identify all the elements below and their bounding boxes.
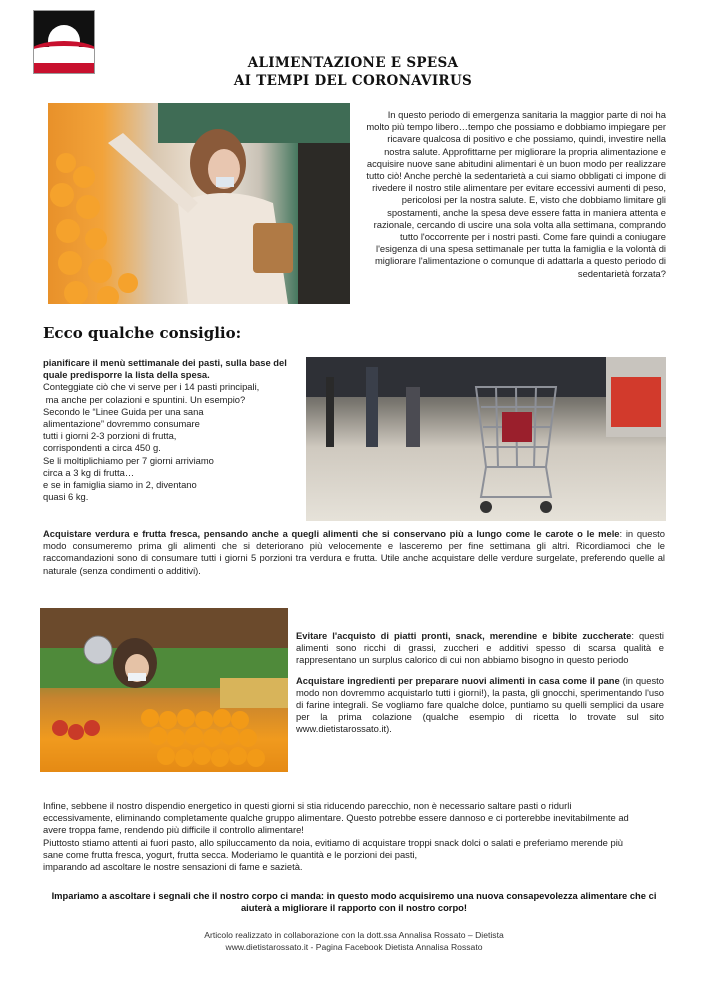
logo-caption	[34, 63, 94, 73]
tip-home-made-food	[296, 675, 664, 736]
credit-line-1: Articolo realizzato in collaborazione con la dott.ssa Annalisa Rossato – Dietista	[204, 930, 504, 940]
tip1-line: circa a 3 kg di frutta…	[43, 466, 135, 478]
photo-shopping-cart	[306, 357, 666, 521]
tip4-heading: Acquistare ingredienti per preparare nuovi alimenti in casa come il pane	[296, 674, 620, 686]
tip-plan-weekly-menu	[43, 357, 293, 503]
photo-woman-with-mask-shopping	[48, 103, 350, 304]
tip1-line: ma anche per colazioni e spuntini. Un esempio?	[43, 393, 246, 405]
tip-buy-fresh-produce	[43, 528, 665, 577]
section-heading: Ecco qualche consiglio:	[43, 324, 242, 342]
tip4-text: (in questo modo non dovremmo acquistarlo tutti i giorni!), la pasta, gli gnocchi, sperimentando l'uso di farine integrali. Se vogliamo fare qualche dolce, puntiamo su quelli semplici da usare per la prima colazione (qualche esempio di ricetta lo trovate sul sito www.dietistarossato.it).	[296, 674, 664, 735]
closing-paragraph	[43, 800, 665, 873]
intro-paragraph: In questo periodo di emergenza sanitaria la maggior parte di noi ha molto più tempo libero…tempo che possiamo e dobbiamo impiegare per ricavare qualcosa di positivo e che possiamo, quindi, investire nella nostra salute. Approfittarne per migliorare la propria alimentazione e acquisire nuove sane abitudini alimentari è un buon modo per realizzare tutto ciò! Anche perchè la sedentarietà a cui siamo obbligati ci impone di rivedere il nostro stile alimentare per evitare eccessivi aumenti di peso, pericolosi per la nostra salute. E, visto che dobbiamo limitare gli spostamenti, anche la spesa deve essere fatta in maniera attenta e razionale, cercando di uscire una sola volta alla settimana, comprando tutto l'occorrente per i nostri pasti. Come fare quindi a coniugare l'esigenza di una spesa settimanale per tutta la famiglia e la volontà di migliorare l'alimentazione o comunque di adattarla a questo periodo di sedentarietà forzata?	[366, 109, 666, 279]
tip2-heading: Acquistare verdura e frutta fresca, pensando anche a quegli alimenti che si conservano più a lungo come le carote o le mele	[43, 528, 620, 539]
title-line-2: AI TEMPI DEL CORONAVIRUS	[233, 73, 473, 89]
tip1-line: quasi 6 kg.	[43, 491, 89, 503]
logo-wave	[33, 41, 95, 62]
closing-line: avere troppa fame, rendendo più difficile il controllo alimentare!	[43, 824, 304, 836]
page-title	[160, 54, 546, 90]
photo-fruit-market-stand	[40, 608, 288, 772]
tip1-line: Secondo le “Linee Guida per una sana	[43, 405, 204, 417]
tip1-line: Se li moltiplichiamo per 7 giorni arriviamo	[43, 454, 214, 466]
tip1-line: tutti i giorni 2-3 porzioni di frutta,	[43, 430, 177, 442]
tip2-text: : in questo modo consumeremo prima gli alimenti che si deteriorano più velocemente e lasceremo per fine settimana gli altri. Ricordiamoci che le raccomandazioni sono di consumare tutti i giorni 5 porzioni tra verdura e frutta. Utile anche acquistare delle verdure surgelate, preferendo quelle al naturale (senza condimenti o additivi).	[43, 528, 665, 576]
credit-line-2: www.dietistarossato.it - Pagina Facebook Dietista Annalisa Rossato	[225, 942, 483, 952]
closing-line: imparando ad ascoltare le nostre sensazioni di fame e sazietà.	[43, 861, 303, 873]
title-line-1: ALIMENTAZIONE E SPESA	[247, 55, 459, 71]
closing-line: Piuttosto stiamo attenti ai fuori pasto, allo spiluccamento da noia, evitiamo di acquistare troppi snack dolci o salati e preferiamo merende più	[43, 836, 623, 848]
closing-line: sane come frutta fresca, yogurt, frutta secca. Moderiamo le quantità e le porzioni dei pasti,	[43, 848, 418, 860]
logo	[33, 10, 95, 74]
photo-3-illustration	[40, 608, 288, 772]
photo-1-illustration	[48, 103, 350, 304]
tip1-line: corrispondenti a circa 450 g.	[43, 442, 161, 454]
tip1-line: alimentazione” dovremmo consumare	[43, 418, 200, 430]
tips-right-column	[296, 630, 664, 744]
tip-avoid-ready-meals	[296, 630, 664, 667]
tip1-line: Conteggiate ciò che vi serve per i 14 pasti principali,	[43, 381, 260, 393]
closing-line: eccessivamente, eliminando completamente qualche gruppo alimentare. Questo potrebbe essere dannoso e ci porterebbe inevitabilmente ad	[43, 812, 629, 824]
tip1-heading: pianificare il menù settimanale dei pasti, sulla base del quale predisporre la lista della spesa.	[43, 357, 287, 381]
tip1-line: e se in famiglia siamo in 2, diventano	[43, 479, 197, 491]
closing-line: Infine, sebbene il nostro dispendio energetico in questi giorni si stia riducendo parecchio, non è necessario saltare pasti o ridurli	[43, 800, 572, 811]
final-message: Impariamo a ascoltare i segnali che il nostro corpo ci manda: in questo modo acquisiremo una nuova consapevolezza alimentare che ci aiuterà a migliorare il rapporto con il nostro corpo!	[51, 890, 657, 914]
credits	[43, 929, 665, 953]
photo-2-illustration	[306, 357, 666, 521]
tip3-text: : questi alimenti sono ricchi di grassi, zuccheri e additivi spesso di scarsa qualità e rappresentano un surplus calorico di cui non abbiamo bisogno in questo periodo	[296, 630, 664, 666]
tip3-heading: Evitare l'acquisto di piatti pronti, snack, merendine e bibite zuccherate	[296, 630, 632, 641]
